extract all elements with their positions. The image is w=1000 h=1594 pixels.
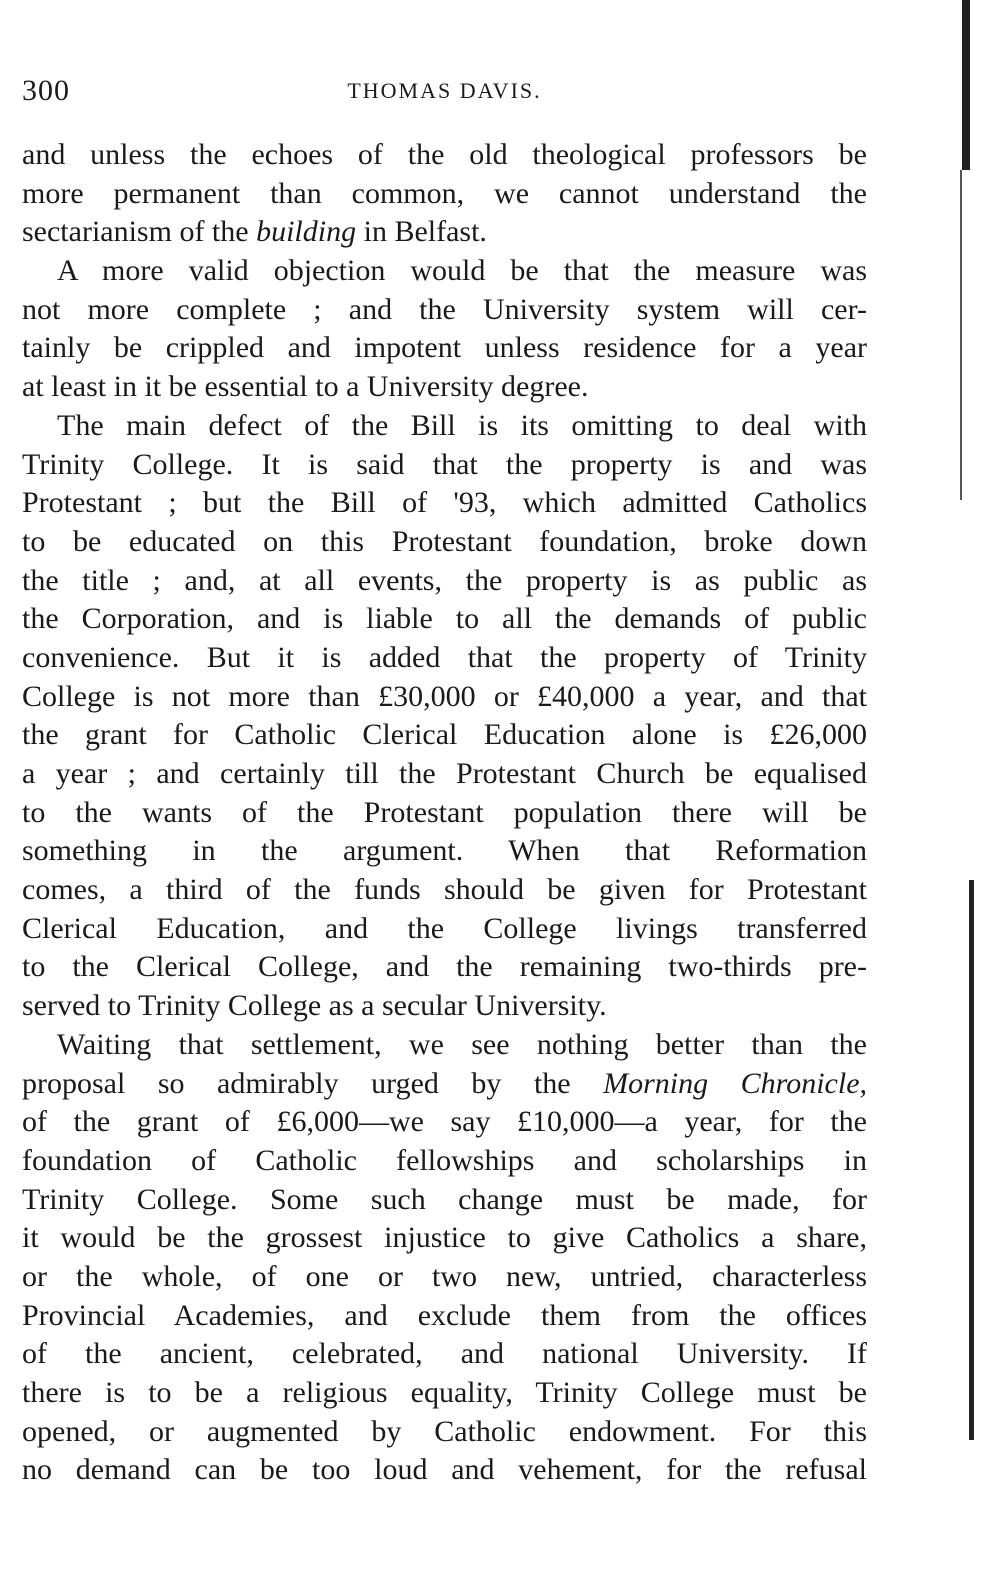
text-line: something in the argument. When that Reformation	[22, 834, 867, 868]
text-line: served to Trinity College as a secular University.	[22, 989, 607, 1023]
binding-edge-shadow	[969, 880, 974, 1440]
running-head: THOMAS DAVIS.	[347, 78, 542, 103]
text-line: there is to be a religious equality, Trinity College must be	[22, 1376, 867, 1409]
text-line: no demand can be too loud and vehement, for the refusal	[22, 1453, 867, 1487]
text-line: a year ; and certainly till the Protestant Church be equalised	[22, 757, 867, 790]
text-line: tainly be crippled and impotent unless residence for a year	[22, 331, 867, 365]
binding-edge-shadow	[960, 170, 962, 500]
text-line: to be educated on this Protestant foundation, broke down	[22, 524, 867, 558]
text-line: the grant for Catholic Clerical Education alone is £26,000	[22, 718, 867, 752]
page-header	[22, 74, 867, 114]
text-line: or the whole, of one or two new, untried, characterless	[22, 1259, 867, 1293]
text-line: Trinity College. It is said that the property is and was	[22, 447, 867, 481]
text-line: Provincial Academies, and exclude them from the offices	[22, 1298, 867, 1332]
text-line: more permanent than common, we cannot understand the	[22, 176, 867, 210]
text-line: The main defect of the Bill is its omitting to deal with	[57, 408, 867, 442]
text-line: foundation of Catholic fellowships and scholarships in	[22, 1143, 867, 1177]
text-line: Trinity College. Some such change must be made, for	[22, 1182, 867, 1216]
text-line: of the grant of £6,000—we say £10,000—a year, for the	[22, 1105, 867, 1139]
page-number: 300	[22, 74, 70, 107]
text-line: Clerical Education, and the College livings transferred	[22, 911, 867, 945]
text-line: the title ; and, at all events, the property is as public as	[22, 563, 867, 597]
text-line: Waiting that settlement, we see nothing better than the	[57, 1027, 867, 1061]
text-line: at least in it be essential to a University degree.	[22, 370, 589, 404]
italic-phrase: building	[256, 215, 357, 249]
text-line: to the Clerical College, and the remaining two-thirds pre-	[22, 950, 867, 984]
text-line: College is not more than £30,000 or £40,000 a year, and that	[22, 679, 867, 713]
text-line: Protestant ; but the Bill of '93, which admitted Catholics	[22, 486, 867, 520]
text-line: of the ancient, celebrated, and national University. If	[22, 1337, 867, 1371]
text-line: convenience. But it is added that the property of Trinity	[22, 640, 867, 674]
text-line: and unless the echoes of the old theological professors be	[22, 138, 867, 171]
text-line: the Corporation, and is liable to all the demands of public	[22, 602, 867, 636]
text-line: not more complete ; and the University system will cer-	[22, 292, 867, 326]
text-line: to the wants of the Protestant population there will be	[22, 795, 867, 829]
body-text	[22, 136, 867, 1490]
italic-phrase: Morning Chronicle,	[603, 1066, 868, 1100]
text-line: A more valid objection would be that the measure was	[57, 254, 867, 288]
text-line: comes, a third of the funds should be given for Protestant	[22, 873, 867, 907]
text-line: opened, or augmented by Catholic endowment. For this	[22, 1414, 867, 1448]
binding-edge-shadow	[962, 0, 970, 170]
text-line: sectarianism of the building in Belfast.	[22, 215, 487, 249]
text-line: it would be the grossest injustice to give Catholics a share,	[22, 1221, 867, 1255]
text-line: proposal so admirably urged by the Morning Chronicle,	[22, 1066, 868, 1100]
